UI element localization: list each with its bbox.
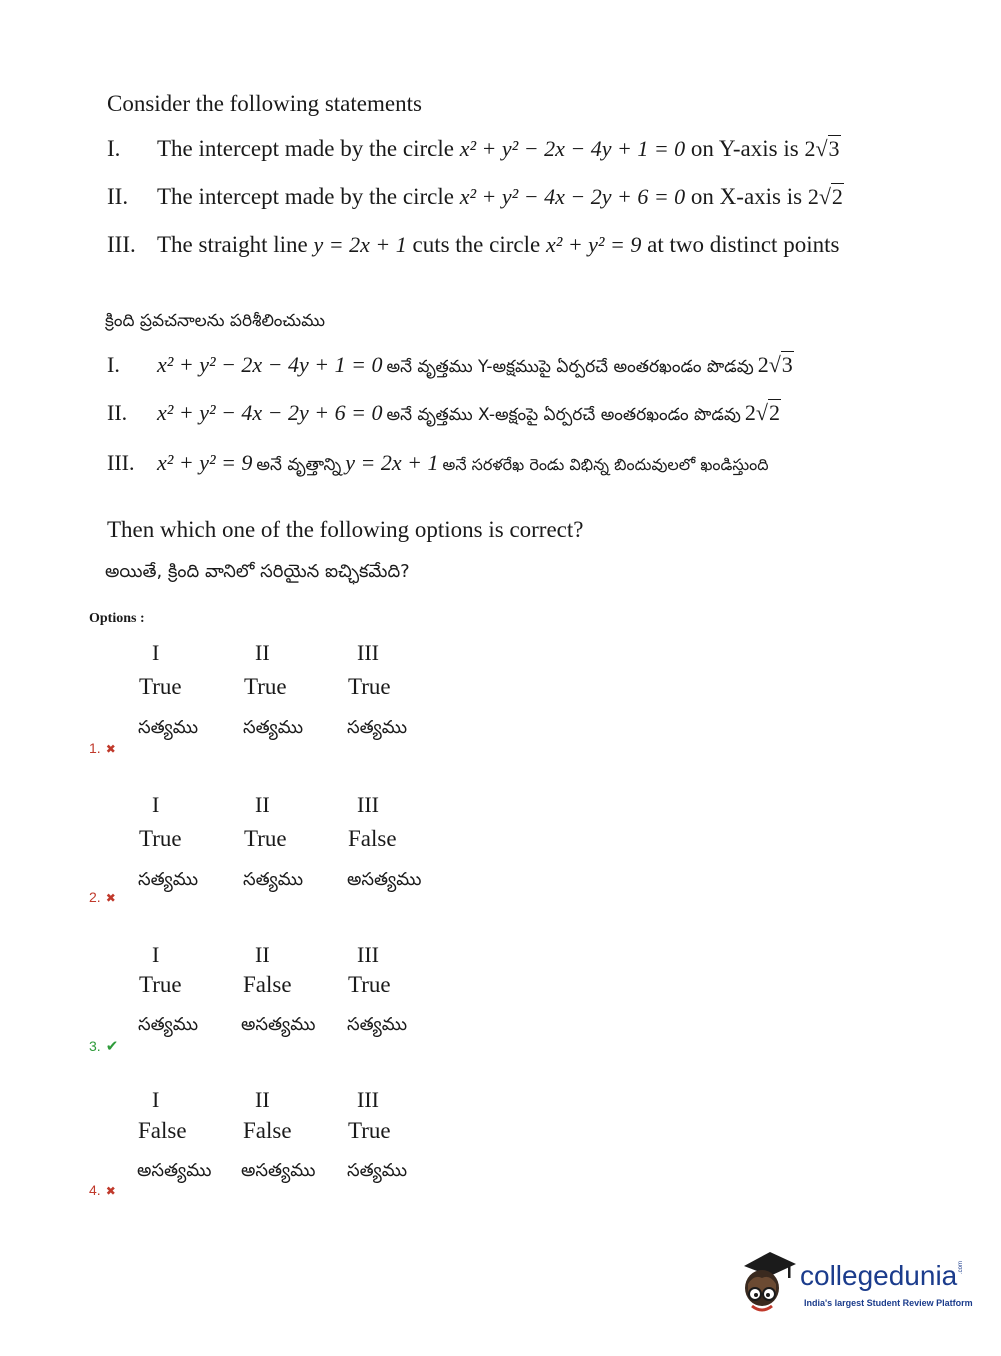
option-value-te: సత్యము (347, 1014, 408, 1035)
option-value-te: అసత్యము (137, 1160, 212, 1181)
roman-numeral: III. (107, 232, 136, 257)
column-header: III (357, 1087, 379, 1112)
option-value: True (348, 1118, 391, 1143)
wrong-mark-icon: ✖ (105, 891, 116, 905)
options-label: Options : (89, 611, 145, 626)
roman-numeral: I. (107, 352, 120, 377)
mascot-logo-icon (740, 1248, 796, 1316)
option-number: 4. ✖ (89, 1182, 116, 1198)
intro-te: క్రింది ప్రవచనాలను పరిశీలించుము (105, 311, 326, 331)
statement-text: అనే వృత్తము X-అక్షంపై ఏర్పరచే అంతరఖండం పొడవు (386, 405, 741, 425)
option-value-te: సత్యము (347, 1160, 408, 1181)
statement-en-1 (107, 136, 841, 162)
wrong-mark-icon: ✖ (105, 1184, 116, 1198)
option-number: 3. ✔ (89, 1037, 119, 1055)
statement-te-3 (107, 450, 769, 479)
column-header: II (255, 942, 270, 967)
column-header: II (255, 640, 270, 665)
option-value: False (138, 1118, 187, 1143)
prompt-en: Then which one of the following options is correct? (107, 517, 584, 542)
brand-tagline: India's largest Student Review Platform (804, 1298, 973, 1308)
option-value-te: అసత్యము (347, 869, 422, 890)
statement-text: at two distinct points (647, 232, 840, 257)
option-value: False (348, 826, 397, 851)
option-value: True (139, 674, 182, 699)
column-header: III (357, 942, 379, 967)
answer-value: 2√2 (744, 400, 780, 425)
answer-value: 2√3 (804, 136, 840, 161)
column-header: I (152, 640, 160, 665)
option-value-te: సత్యము (347, 717, 408, 738)
line-equation: y = 2x + 1 (313, 232, 407, 257)
brand-suffix: .com (958, 1260, 964, 1274)
roman-numeral: III. (107, 450, 135, 475)
circle-equation: x² + y² − 4x − 2y + 6 = 0 (459, 184, 686, 209)
statement-text: అనే వృత్తాన్ని (256, 455, 342, 475)
option-value: True (348, 972, 391, 997)
option-value: True (139, 972, 182, 997)
option-value: False (243, 972, 292, 997)
option-value-te: అసత్యము (241, 1160, 316, 1181)
statement-text: The intercept made by the circle (157, 184, 454, 209)
statement-text: అనే వృత్తము Y-అక్షముపై ఏర్పరచే అంతరఖండం పొడవు (386, 357, 754, 377)
option-value-te: సత్యము (138, 869, 199, 890)
roman-numeral: II. (107, 400, 128, 425)
statement-te-2 (107, 400, 781, 429)
column-header: III (357, 792, 379, 817)
statement-text: The straight line (157, 232, 308, 257)
circle-equation: x² + y² = 9 (157, 450, 253, 475)
statement-en-3 (107, 232, 839, 258)
statement-text: అనే సరళరేఖ రెండు విభిన్న బిందువులలో ఖండిస్తుంది (442, 455, 769, 474)
statement-text: The intercept made by the circle (157, 136, 454, 161)
statement-en-2 (107, 184, 844, 210)
column-header: I (152, 942, 160, 967)
circle-equation: x² + y² − 4x − 2y + 6 = 0 (157, 400, 383, 425)
line-equation: y = 2x + 1 (345, 450, 439, 475)
option-number: 1. ✖ (89, 740, 116, 756)
answer-value: 2√2 (807, 184, 843, 209)
option-value-te: అసత్యము (241, 1014, 316, 1035)
option-value-te: సత్యము (138, 717, 199, 738)
option-value-te: సత్యము (138, 1014, 199, 1035)
statement-text: on X-axis is (690, 184, 803, 209)
circle-equation: x² + y² − 2x − 4y + 1 = 0 (459, 136, 686, 161)
option-value-te: సత్యము (243, 869, 304, 890)
option-value: True (244, 826, 287, 851)
answer-value: 2√3 (757, 352, 793, 377)
option-value: True (244, 674, 287, 699)
circle-equation: x² + y² = 9 (545, 232, 642, 257)
option-number: 2. ✖ (89, 889, 116, 905)
correct-mark-icon: ✔ (105, 1037, 119, 1055)
roman-numeral: I. (107, 136, 121, 161)
column-header: II (255, 1087, 270, 1112)
option-value: True (139, 826, 182, 851)
roman-numeral: II. (107, 184, 129, 209)
column-header: I (152, 792, 160, 817)
statement-te-1 (107, 352, 794, 381)
brand-name: collegedunia (800, 1260, 958, 1291)
prompt-te: అయితే, క్రింది వానిలో సరియైన ఐచ్ఛికమేది? (105, 561, 410, 582)
column-header: III (357, 640, 379, 665)
statement-text: on Y-axis is (690, 136, 799, 161)
column-header: I (152, 1087, 160, 1112)
option-value-te: సత్యము (243, 717, 304, 738)
intro-en: Consider the following statements (107, 91, 422, 116)
circle-equation: x² + y² − 2x − 4y + 1 = 0 (157, 352, 383, 377)
column-header: II (255, 792, 270, 817)
statement-text: cuts the circle (412, 232, 541, 257)
option-value: True (348, 674, 391, 699)
option-value: False (243, 1118, 292, 1143)
wrong-mark-icon: ✖ (105, 742, 116, 756)
